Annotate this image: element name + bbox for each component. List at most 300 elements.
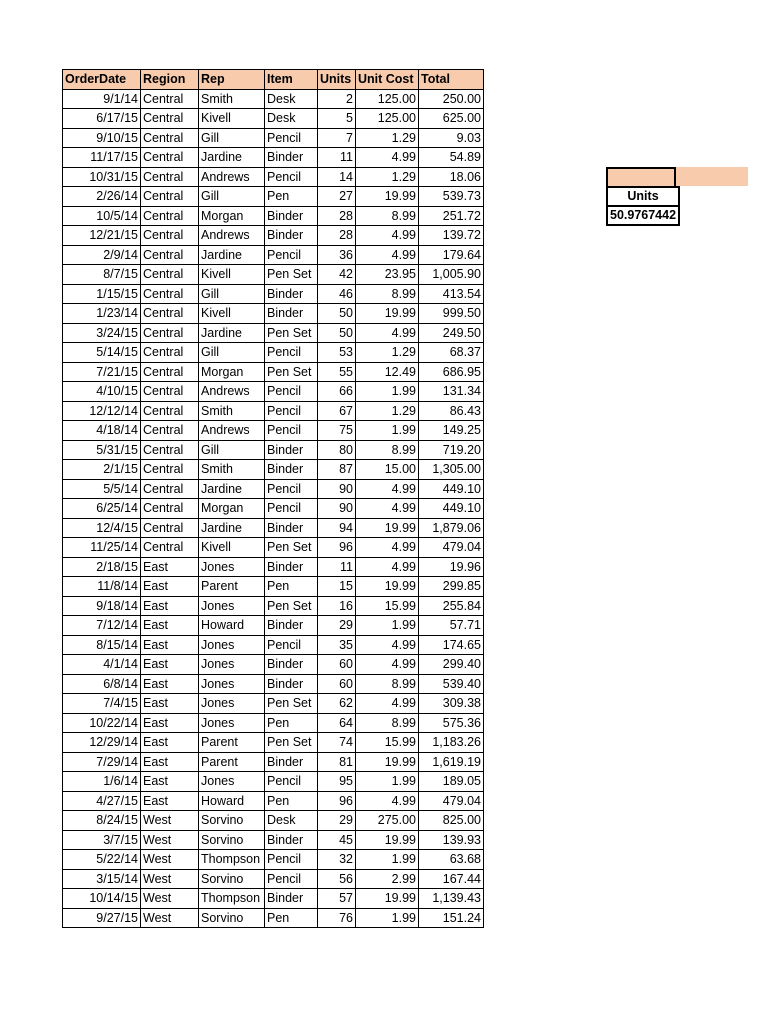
cell-units[interactable]: 90 — [318, 479, 356, 499]
cell-unit-cost[interactable]: 12.49 — [356, 362, 419, 382]
cell-units[interactable]: 45 — [318, 830, 356, 850]
cell-units[interactable]: 90 — [318, 499, 356, 519]
summary-blank-cell[interactable] — [606, 167, 676, 186]
cell-orderdate[interactable]: 5/5/14 — [63, 479, 141, 499]
cell-unit-cost[interactable]: 1.29 — [356, 167, 419, 187]
summary-label-cell[interactable]: Units — [607, 187, 679, 206]
cell-total[interactable]: 999.50 — [419, 304, 484, 324]
cell-total[interactable]: 299.40 — [419, 655, 484, 675]
cell-region[interactable]: Central — [141, 128, 199, 148]
cell-region[interactable]: Central — [141, 89, 199, 109]
cell-item[interactable]: Binder — [265, 148, 318, 168]
cell-region[interactable]: West — [141, 889, 199, 909]
cell-unit-cost[interactable]: 2.99 — [356, 869, 419, 889]
cell-unit-cost[interactable]: 19.99 — [356, 304, 419, 324]
cell-units[interactable]: 16 — [318, 596, 356, 616]
cell-orderdate[interactable]: 10/31/15 — [63, 167, 141, 187]
cell-region[interactable]: East — [141, 596, 199, 616]
cell-item[interactable]: Binder — [265, 206, 318, 226]
cell-total[interactable]: 19.96 — [419, 557, 484, 577]
cell-item[interactable]: Pen — [265, 187, 318, 207]
cell-units[interactable]: 29 — [318, 616, 356, 636]
cell-region[interactable]: East — [141, 791, 199, 811]
cell-region[interactable]: Central — [141, 226, 199, 246]
cell-item[interactable]: Pen — [265, 713, 318, 733]
cell-rep[interactable]: Sorvino — [199, 830, 265, 850]
cell-region[interactable]: East — [141, 577, 199, 597]
cell-unit-cost[interactable]: 1.99 — [356, 616, 419, 636]
cell-item[interactable]: Pen Set — [265, 596, 318, 616]
cell-total[interactable]: 686.95 — [419, 362, 484, 382]
cell-item[interactable]: Pencil — [265, 401, 318, 421]
cell-unit-cost[interactable]: 4.99 — [356, 655, 419, 675]
cell-units[interactable]: 67 — [318, 401, 356, 421]
cell-total[interactable]: 167.44 — [419, 869, 484, 889]
cell-orderdate[interactable]: 2/9/14 — [63, 245, 141, 265]
cell-item[interactable]: Desk — [265, 109, 318, 129]
cell-item[interactable]: Binder — [265, 752, 318, 772]
cell-orderdate[interactable]: 9/27/15 — [63, 908, 141, 928]
cell-rep[interactable]: Jones — [199, 596, 265, 616]
cell-rep[interactable]: Jardine — [199, 323, 265, 343]
cell-units[interactable]: 27 — [318, 187, 356, 207]
cell-units[interactable]: 62 — [318, 694, 356, 714]
cell-orderdate[interactable]: 12/29/14 — [63, 733, 141, 753]
cell-units[interactable]: 96 — [318, 538, 356, 558]
cell-total[interactable]: 68.37 — [419, 343, 484, 363]
cell-item[interactable]: Pen Set — [265, 733, 318, 753]
cell-total[interactable]: 251.72 — [419, 206, 484, 226]
cell-region[interactable]: East — [141, 713, 199, 733]
cell-unit-cost[interactable]: 1.99 — [356, 382, 419, 402]
cell-region[interactable]: West — [141, 811, 199, 831]
cell-orderdate[interactable]: 6/8/14 — [63, 674, 141, 694]
cell-units[interactable]: 75 — [318, 421, 356, 441]
cell-unit-cost[interactable]: 19.99 — [356, 577, 419, 597]
cell-total[interactable]: 63.68 — [419, 850, 484, 870]
cell-units[interactable]: 5 — [318, 109, 356, 129]
cell-total[interactable]: 151.24 — [419, 908, 484, 928]
cell-total[interactable]: 174.65 — [419, 635, 484, 655]
col-header-region[interactable]: Region — [141, 70, 199, 90]
cell-region[interactable]: Central — [141, 518, 199, 538]
col-header-unit-cost[interactable]: Unit Cost — [356, 70, 419, 90]
cell-units[interactable]: 50 — [318, 304, 356, 324]
cell-rep[interactable]: Morgan — [199, 362, 265, 382]
cell-units[interactable]: 53 — [318, 343, 356, 363]
cell-rep[interactable]: Jones — [199, 674, 265, 694]
cell-total[interactable]: 250.00 — [419, 89, 484, 109]
cell-units[interactable]: 14 — [318, 167, 356, 187]
cell-region[interactable]: Central — [141, 401, 199, 421]
cell-unit-cost[interactable]: 1.99 — [356, 421, 419, 441]
cell-total[interactable]: 413.54 — [419, 284, 484, 304]
cell-orderdate[interactable]: 4/18/14 — [63, 421, 141, 441]
cell-orderdate[interactable]: 1/23/14 — [63, 304, 141, 324]
cell-units[interactable]: 28 — [318, 226, 356, 246]
cell-orderdate[interactable]: 2/18/15 — [63, 557, 141, 577]
cell-item[interactable]: Pen — [265, 908, 318, 928]
cell-orderdate[interactable]: 6/17/15 — [63, 109, 141, 129]
cell-rep[interactable]: Smith — [199, 460, 265, 480]
cell-unit-cost[interactable]: 1.99 — [356, 850, 419, 870]
cell-rep[interactable]: Gill — [199, 284, 265, 304]
cell-unit-cost[interactable]: 4.99 — [356, 538, 419, 558]
cell-item[interactable]: Pencil — [265, 382, 318, 402]
cell-unit-cost[interactable]: 4.99 — [356, 499, 419, 519]
cell-unit-cost[interactable]: 15.99 — [356, 733, 419, 753]
cell-item[interactable]: Pen Set — [265, 323, 318, 343]
cell-item[interactable]: Pencil — [265, 635, 318, 655]
cell-total[interactable]: 255.84 — [419, 596, 484, 616]
cell-region[interactable]: East — [141, 557, 199, 577]
cell-rep[interactable]: Parent — [199, 752, 265, 772]
cell-total[interactable]: 131.34 — [419, 382, 484, 402]
cell-rep[interactable]: Jardine — [199, 518, 265, 538]
cell-region[interactable]: Central — [141, 421, 199, 441]
cell-units[interactable]: 55 — [318, 362, 356, 382]
cell-item[interactable]: Pen Set — [265, 694, 318, 714]
cell-rep[interactable]: Jardine — [199, 245, 265, 265]
cell-units[interactable]: 81 — [318, 752, 356, 772]
cell-unit-cost[interactable]: 1.29 — [356, 343, 419, 363]
cell-units[interactable]: 32 — [318, 850, 356, 870]
cell-rep[interactable]: Smith — [199, 89, 265, 109]
cell-units[interactable]: 29 — [318, 811, 356, 831]
cell-region[interactable]: Central — [141, 323, 199, 343]
cell-item[interactable]: Pencil — [265, 850, 318, 870]
cell-orderdate[interactable]: 2/1/15 — [63, 460, 141, 480]
cell-total[interactable]: 1,305.00 — [419, 460, 484, 480]
cell-unit-cost[interactable]: 19.99 — [356, 187, 419, 207]
cell-item[interactable]: Binder — [265, 830, 318, 850]
cell-total[interactable]: 1,139.43 — [419, 889, 484, 909]
cell-orderdate[interactable]: 12/4/15 — [63, 518, 141, 538]
cell-region[interactable]: East — [141, 733, 199, 753]
cell-orderdate[interactable]: 8/15/14 — [63, 635, 141, 655]
cell-rep[interactable]: Howard — [199, 791, 265, 811]
cell-region[interactable]: Central — [141, 265, 199, 285]
cell-total[interactable]: 479.04 — [419, 791, 484, 811]
cell-unit-cost[interactable]: 19.99 — [356, 752, 419, 772]
cell-item[interactable]: Pencil — [265, 479, 318, 499]
cell-region[interactable]: Central — [141, 206, 199, 226]
cell-units[interactable]: 60 — [318, 674, 356, 694]
cell-item[interactable]: Binder — [265, 655, 318, 675]
cell-unit-cost[interactable]: 275.00 — [356, 811, 419, 831]
cell-region[interactable]: East — [141, 694, 199, 714]
cell-item[interactable]: Pen — [265, 791, 318, 811]
col-header-units[interactable]: Units — [318, 70, 356, 90]
cell-units[interactable]: 76 — [318, 908, 356, 928]
cell-unit-cost[interactable]: 1.29 — [356, 128, 419, 148]
cell-units[interactable]: 87 — [318, 460, 356, 480]
cell-units[interactable]: 7 — [318, 128, 356, 148]
cell-region[interactable]: West — [141, 869, 199, 889]
cell-region[interactable]: West — [141, 908, 199, 928]
cell-unit-cost[interactable]: 125.00 — [356, 89, 419, 109]
cell-region[interactable]: East — [141, 772, 199, 792]
cell-unit-cost[interactable]: 19.99 — [356, 830, 419, 850]
cell-units[interactable]: 64 — [318, 713, 356, 733]
cell-region[interactable]: Central — [141, 109, 199, 129]
cell-rep[interactable]: Parent — [199, 577, 265, 597]
cell-rep[interactable]: Jones — [199, 772, 265, 792]
cell-rep[interactable]: Thompson — [199, 850, 265, 870]
cell-orderdate[interactable]: 2/26/14 — [63, 187, 141, 207]
cell-total[interactable]: 449.10 — [419, 499, 484, 519]
col-header-rep[interactable]: Rep — [199, 70, 265, 90]
cell-total[interactable]: 1,879.06 — [419, 518, 484, 538]
cell-rep[interactable]: Andrews — [199, 226, 265, 246]
summary-value-cell[interactable]: 50.9767442 — [607, 206, 679, 225]
cell-item[interactable]: Pencil — [265, 421, 318, 441]
cell-item[interactable]: Desk — [265, 89, 318, 109]
cell-region[interactable]: Central — [141, 460, 199, 480]
cell-region[interactable]: Central — [141, 304, 199, 324]
cell-total[interactable]: 1,619.19 — [419, 752, 484, 772]
cell-orderdate[interactable]: 12/21/15 — [63, 226, 141, 246]
cell-units[interactable]: 60 — [318, 655, 356, 675]
cell-item[interactable]: Pen Set — [265, 362, 318, 382]
cell-item[interactable]: Pencil — [265, 245, 318, 265]
cell-orderdate[interactable]: 9/1/14 — [63, 89, 141, 109]
cell-unit-cost[interactable]: 4.99 — [356, 635, 419, 655]
cell-rep[interactable]: Andrews — [199, 167, 265, 187]
cell-orderdate[interactable]: 11/8/14 — [63, 577, 141, 597]
cell-rep[interactable]: Morgan — [199, 206, 265, 226]
cell-orderdate[interactable]: 5/22/14 — [63, 850, 141, 870]
cell-region[interactable]: Central — [141, 148, 199, 168]
cell-item[interactable]: Binder — [265, 889, 318, 909]
cell-item[interactable]: Binder — [265, 226, 318, 246]
cell-total[interactable]: 57.71 — [419, 616, 484, 636]
cell-total[interactable]: 139.72 — [419, 226, 484, 246]
cell-region[interactable]: Central — [141, 167, 199, 187]
cell-unit-cost[interactable]: 23.95 — [356, 265, 419, 285]
cell-orderdate[interactable]: 10/5/14 — [63, 206, 141, 226]
cell-region[interactable]: West — [141, 830, 199, 850]
cell-item[interactable]: Binder — [265, 440, 318, 460]
cell-unit-cost[interactable]: 125.00 — [356, 109, 419, 129]
cell-total[interactable]: 9.03 — [419, 128, 484, 148]
cell-orderdate[interactable]: 4/27/15 — [63, 791, 141, 811]
cell-unit-cost[interactable]: 4.99 — [356, 479, 419, 499]
cell-item[interactable]: Pencil — [265, 869, 318, 889]
cell-region[interactable]: East — [141, 616, 199, 636]
cell-units[interactable]: 11 — [318, 148, 356, 168]
cell-total[interactable]: 479.04 — [419, 538, 484, 558]
cell-units[interactable]: 56 — [318, 869, 356, 889]
cell-total[interactable]: 54.89 — [419, 148, 484, 168]
cell-total[interactable]: 86.43 — [419, 401, 484, 421]
cell-total[interactable]: 449.10 — [419, 479, 484, 499]
cell-region[interactable]: Central — [141, 499, 199, 519]
cell-item[interactable]: Binder — [265, 674, 318, 694]
cell-orderdate[interactable]: 11/25/14 — [63, 538, 141, 558]
cell-orderdate[interactable]: 11/17/15 — [63, 148, 141, 168]
cell-item[interactable]: Pencil — [265, 343, 318, 363]
cell-rep[interactable]: Sorvino — [199, 811, 265, 831]
cell-orderdate[interactable]: 7/29/14 — [63, 752, 141, 772]
cell-unit-cost[interactable]: 4.99 — [356, 226, 419, 246]
cell-item[interactable]: Pencil — [265, 167, 318, 187]
cell-region[interactable]: East — [141, 674, 199, 694]
cell-units[interactable]: 2 — [318, 89, 356, 109]
col-header-total[interactable]: Total — [419, 70, 484, 90]
cell-rep[interactable]: Jardine — [199, 479, 265, 499]
cell-unit-cost[interactable]: 1.29 — [356, 401, 419, 421]
cell-unit-cost[interactable]: 19.99 — [356, 889, 419, 909]
cell-orderdate[interactable]: 8/7/15 — [63, 265, 141, 285]
cell-orderdate[interactable]: 3/15/14 — [63, 869, 141, 889]
cell-item[interactable]: Pen — [265, 577, 318, 597]
cell-units[interactable]: 15 — [318, 577, 356, 597]
cell-rep[interactable]: Gill — [199, 128, 265, 148]
cell-total[interactable]: 299.85 — [419, 577, 484, 597]
cell-total[interactable]: 139.93 — [419, 830, 484, 850]
cell-unit-cost[interactable]: 15.99 — [356, 596, 419, 616]
cell-orderdate[interactable]: 7/4/15 — [63, 694, 141, 714]
cell-units[interactable]: 11 — [318, 557, 356, 577]
cell-units[interactable]: 57 — [318, 889, 356, 909]
cell-orderdate[interactable]: 9/10/15 — [63, 128, 141, 148]
cell-item[interactable]: Pen Set — [265, 538, 318, 558]
cell-rep[interactable]: Kivell — [199, 304, 265, 324]
cell-total[interactable]: 825.00 — [419, 811, 484, 831]
cell-unit-cost[interactable]: 1.99 — [356, 772, 419, 792]
cell-total[interactable]: 309.38 — [419, 694, 484, 714]
cell-orderdate[interactable]: 5/31/15 — [63, 440, 141, 460]
cell-orderdate[interactable]: 1/15/15 — [63, 284, 141, 304]
cell-unit-cost[interactable]: 4.99 — [356, 694, 419, 714]
cell-region[interactable]: Central — [141, 538, 199, 558]
cell-item[interactable]: Binder — [265, 460, 318, 480]
cell-rep[interactable]: Gill — [199, 343, 265, 363]
cell-rep[interactable]: Jones — [199, 635, 265, 655]
cell-region[interactable]: Central — [141, 284, 199, 304]
cell-total[interactable]: 179.64 — [419, 245, 484, 265]
cell-orderdate[interactable]: 7/12/14 — [63, 616, 141, 636]
cell-rep[interactable]: Jones — [199, 655, 265, 675]
cell-total[interactable]: 1,183.26 — [419, 733, 484, 753]
cell-unit-cost[interactable]: 4.99 — [356, 245, 419, 265]
cell-units[interactable]: 36 — [318, 245, 356, 265]
cell-total[interactable]: 539.73 — [419, 187, 484, 207]
cell-rep[interactable]: Jones — [199, 694, 265, 714]
cell-orderdate[interactable]: 10/22/14 — [63, 713, 141, 733]
cell-total[interactable]: 1,005.90 — [419, 265, 484, 285]
cell-rep[interactable]: Howard — [199, 616, 265, 636]
cell-unit-cost[interactable]: 8.99 — [356, 713, 419, 733]
cell-region[interactable]: West — [141, 850, 199, 870]
cell-rep[interactable]: Gill — [199, 187, 265, 207]
cell-rep[interactable]: Morgan — [199, 499, 265, 519]
cell-rep[interactable]: Sorvino — [199, 869, 265, 889]
cell-units[interactable]: 35 — [318, 635, 356, 655]
cell-total[interactable]: 249.50 — [419, 323, 484, 343]
cell-rep[interactable]: Jones — [199, 713, 265, 733]
cell-item[interactable]: Binder — [265, 616, 318, 636]
cell-orderdate[interactable]: 8/24/15 — [63, 811, 141, 831]
cell-item[interactable]: Binder — [265, 518, 318, 538]
cell-total[interactable]: 189.05 — [419, 772, 484, 792]
cell-units[interactable]: 74 — [318, 733, 356, 753]
cell-item[interactable]: Pencil — [265, 772, 318, 792]
cell-rep[interactable]: Smith — [199, 401, 265, 421]
cell-item[interactable]: Pen Set — [265, 265, 318, 285]
cell-region[interactable]: Central — [141, 479, 199, 499]
cell-rep[interactable]: Sorvino — [199, 908, 265, 928]
cell-unit-cost[interactable]: 4.99 — [356, 791, 419, 811]
cell-unit-cost[interactable]: 8.99 — [356, 206, 419, 226]
cell-total[interactable]: 18.06 — [419, 167, 484, 187]
cell-region[interactable]: East — [141, 655, 199, 675]
cell-unit-cost[interactable]: 8.99 — [356, 284, 419, 304]
cell-unit-cost[interactable]: 4.99 — [356, 557, 419, 577]
cell-orderdate[interactable]: 9/18/14 — [63, 596, 141, 616]
cell-item[interactable]: Pencil — [265, 499, 318, 519]
cell-region[interactable]: Central — [141, 362, 199, 382]
cell-region[interactable]: Central — [141, 187, 199, 207]
cell-rep[interactable]: Gill — [199, 440, 265, 460]
col-header-item[interactable]: Item — [265, 70, 318, 90]
cell-total[interactable]: 625.00 — [419, 109, 484, 129]
cell-total[interactable]: 575.36 — [419, 713, 484, 733]
cell-rep[interactable]: Thompson — [199, 889, 265, 909]
cell-unit-cost[interactable]: 19.99 — [356, 518, 419, 538]
cell-units[interactable]: 96 — [318, 791, 356, 811]
cell-units[interactable]: 66 — [318, 382, 356, 402]
cell-region[interactable]: Central — [141, 440, 199, 460]
cell-orderdate[interactable]: 3/24/15 — [63, 323, 141, 343]
cell-item[interactable]: Binder — [265, 304, 318, 324]
col-header-orderdate[interactable]: OrderDate — [63, 70, 141, 90]
cell-total[interactable]: 719.20 — [419, 440, 484, 460]
cell-region[interactable]: East — [141, 635, 199, 655]
cell-orderdate[interactable]: 3/7/15 — [63, 830, 141, 850]
cell-unit-cost[interactable]: 1.99 — [356, 908, 419, 928]
cell-unit-cost[interactable]: 15.00 — [356, 460, 419, 480]
cell-units[interactable]: 28 — [318, 206, 356, 226]
cell-total[interactable]: 149.25 — [419, 421, 484, 441]
cell-rep[interactable]: Andrews — [199, 421, 265, 441]
cell-units[interactable]: 42 — [318, 265, 356, 285]
cell-unit-cost[interactable]: 8.99 — [356, 440, 419, 460]
cell-region[interactable]: Central — [141, 245, 199, 265]
cell-item[interactable]: Desk — [265, 811, 318, 831]
cell-orderdate[interactable]: 6/25/14 — [63, 499, 141, 519]
cell-region[interactable]: Central — [141, 382, 199, 402]
cell-orderdate[interactable]: 4/1/14 — [63, 655, 141, 675]
cell-rep[interactable]: Kivell — [199, 109, 265, 129]
cell-unit-cost[interactable]: 8.99 — [356, 674, 419, 694]
cell-rep[interactable]: Andrews — [199, 382, 265, 402]
cell-orderdate[interactable]: 12/12/14 — [63, 401, 141, 421]
cell-region[interactable]: East — [141, 752, 199, 772]
cell-region[interactable]: Central — [141, 343, 199, 363]
cell-orderdate[interactable]: 10/14/15 — [63, 889, 141, 909]
cell-orderdate[interactable]: 4/10/15 — [63, 382, 141, 402]
cell-rep[interactable]: Kivell — [199, 265, 265, 285]
cell-units[interactable]: 46 — [318, 284, 356, 304]
cell-units[interactable]: 94 — [318, 518, 356, 538]
cell-item[interactable]: Binder — [265, 284, 318, 304]
cell-rep[interactable]: Parent — [199, 733, 265, 753]
cell-units[interactable]: 80 — [318, 440, 356, 460]
cell-units[interactable]: 95 — [318, 772, 356, 792]
cell-rep[interactable]: Jones — [199, 557, 265, 577]
